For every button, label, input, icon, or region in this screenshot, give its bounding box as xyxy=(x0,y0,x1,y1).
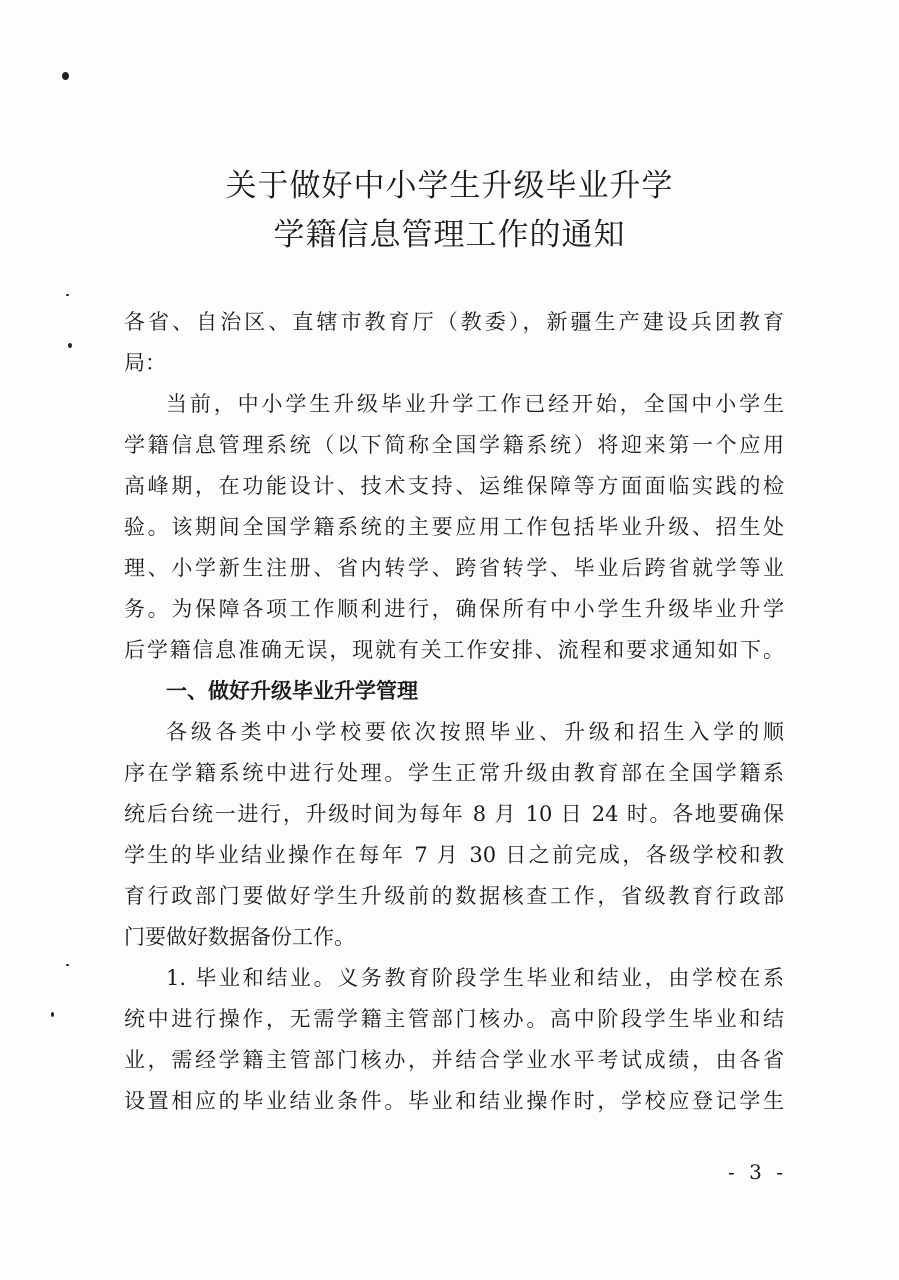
document-title-line-1: 关于做好中小学生升级毕业升学 xyxy=(225,168,674,204)
paragraph-line: 门要做好数据备份工作。 xyxy=(124,925,355,949)
addressee-line: 各省、自治区、直辖市教育厅（教委），新疆生产建设兵团教育 xyxy=(124,310,784,334)
scan-speck xyxy=(51,1012,54,1017)
paragraph-line: 1. 毕业和结业。义务教育阶段学生毕业和结业，由学校在系 xyxy=(166,966,784,990)
scan-speck xyxy=(62,72,69,80)
document-title-line-2: 学籍信息管理工作的通知 xyxy=(273,217,626,253)
paragraph-line: 序在学籍系统中进行处理。学生正常升级由教育部在全国学籍系 xyxy=(124,761,784,785)
paragraph-line: 统中进行操作，无需学籍主管部门核办。高中阶段学生毕业和结 xyxy=(124,1007,784,1031)
paragraph-line: 学籍信息管理系统（以下简称全国学籍系统）将迎来第一个应用 xyxy=(124,433,784,457)
paragraph-line: 理、小学新生注册、省内转学、跨省转学、毕业后跨省就学等业 xyxy=(124,556,784,580)
paragraph-line: 学生的毕业结业操作在每年 7 月 30 日之前完成，各级学校和教 xyxy=(124,843,784,867)
paragraph-line: 后学籍信息准确无误，现就有关工作安排、流程和要求通知如下。 xyxy=(124,638,784,662)
paragraph-line: 统后台统一进行，升级时间为每年 8 月 10 日 24 时。各地要确保 xyxy=(124,802,784,826)
paragraph-line: 高峰期，在功能设计、技术支持、运维保障等方面面临实践的检 xyxy=(124,474,784,498)
paragraph-line: 各级各类中小学校要依次按照毕业、升级和招生入学的顺 xyxy=(166,720,784,744)
paragraph-line: 育行政部门要做好学生升级前的数据核查工作，省级教育行政部 xyxy=(124,884,784,908)
addressee-line: 局： xyxy=(124,351,166,375)
paragraph-line: 务。为保障各项工作顺利进行，确保所有中小学生升级毕业升学 xyxy=(124,597,784,621)
paragraph-line: 验。该期间全国学籍系统的主要应用工作包括毕业升级、招生处 xyxy=(124,515,784,539)
paragraph-line: 当前，中小学生升级毕业升学工作已经开始，全国中小学生 xyxy=(166,392,784,416)
scan-speck xyxy=(66,964,69,966)
paragraph-line: 设置相应的毕业结业条件。毕业和结业操作时，学校应登记学生 xyxy=(124,1089,784,1113)
scan-speck xyxy=(68,343,72,348)
section-heading: 一、做好升级毕业升学管理 xyxy=(166,679,418,703)
scan-speck xyxy=(66,294,69,296)
page-number: - 3 - xyxy=(728,1160,787,1184)
document-body xyxy=(124,302,784,1122)
paragraph-line: 业，需经学籍主管部门核办，并结合学业水平考试成绩，由各省 xyxy=(124,1048,784,1072)
